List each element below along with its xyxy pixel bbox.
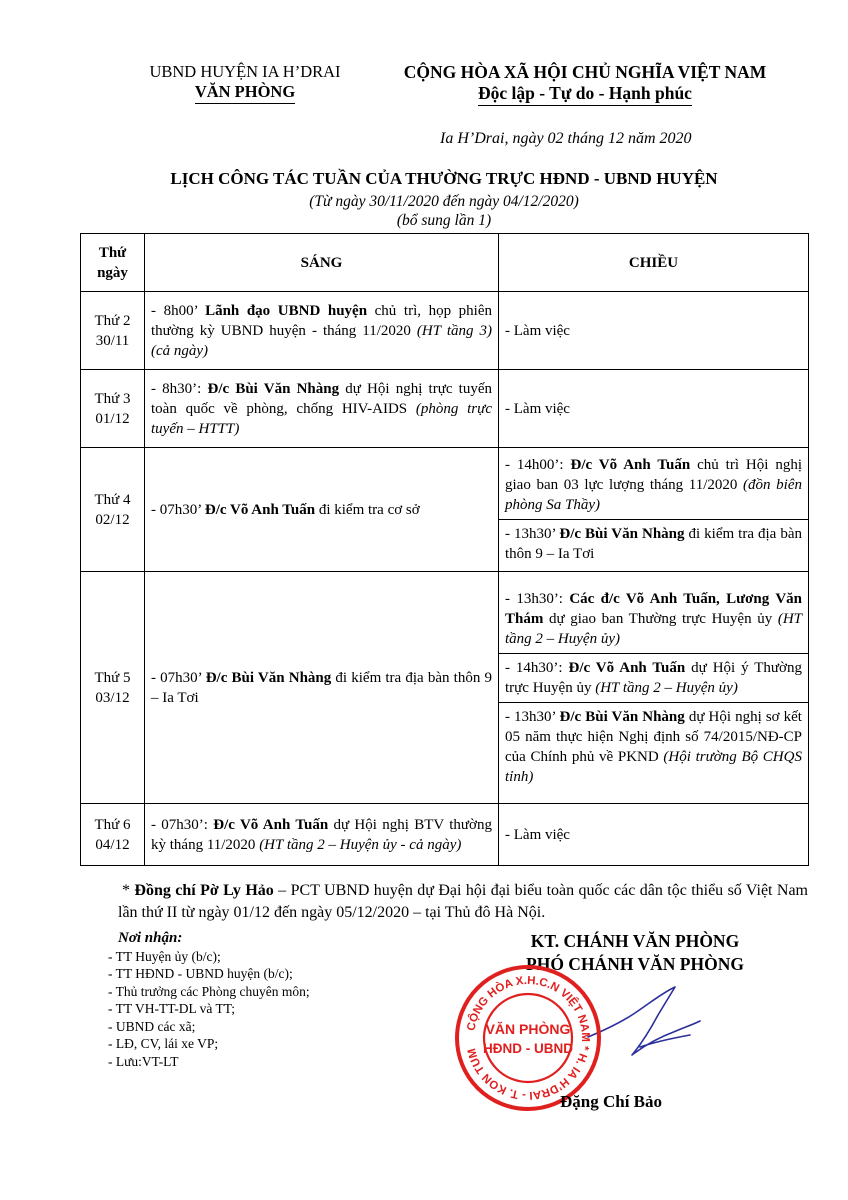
entry-location: (Hội trường Bộ CHQS tỉnh) (505, 748, 802, 785)
afternoon-cell (499, 370, 809, 448)
entry-description: dự Hội nghị trực tuyến toàn quốc về phòng, chống HIV-AIDS (151, 380, 492, 417)
entry-time: - 13h30’ (505, 526, 560, 542)
afternoon-cell (499, 572, 809, 804)
issuing-agency (120, 62, 370, 104)
afternoon-cell (499, 292, 809, 370)
day-cell (81, 804, 145, 866)
entry-location: (phòng trực tuyến – HTTT) (151, 400, 492, 437)
entry-description: dự Hội ý Thường trực Huyện ủy (505, 659, 802, 696)
morning-cell (145, 572, 499, 804)
column-header-morning: SÁNG (145, 234, 499, 292)
weekday-label: Thứ 2 (94, 312, 131, 329)
office-name: VĂN PHÒNG (195, 82, 295, 104)
day-cell (81, 292, 145, 370)
recipients-list (108, 930, 408, 1070)
recipient-item: - UBND các xã; (108, 1018, 196, 1034)
recipient-item: - Lưu:VT-LT (108, 1053, 179, 1069)
entry-description: đi kiểm tra địa bàn thôn 9 – Ia Tơi (151, 669, 492, 706)
entry-description: chủ trì, họp phiên thường kỳ UBND huyện - tháng 11/2020 (151, 302, 492, 339)
recipient-item: - TT Huyện ủy (b/c); (108, 948, 221, 964)
column-header-day (81, 234, 145, 292)
entry-time: - 8h00’ (151, 302, 206, 319)
entry-time: - Làm việc (505, 826, 570, 843)
entry-time: - Làm việc (505, 400, 570, 417)
date-range: (Từ ngày 30/11/2020 đến ngày 04/12/2020) (309, 193, 579, 210)
weekday-label: Thứ 5 (94, 669, 131, 686)
column-header-day-line1: Thứ (98, 244, 127, 261)
footnote-text: – PCT UBND huyện dự Đại hội đại biểu toàn quốc các dân tộc thiểu số Việt Nam lần thứ II từ ngày 01/12 đến ngày 05/12/2020 – tại Thủ đô Hà Nội. (118, 882, 809, 921)
table-row (81, 292, 809, 370)
afternoon-cell (499, 448, 809, 572)
schedule-entry (499, 702, 808, 791)
entry-location: (HT tầng 3) (cả ngày) (151, 322, 492, 359)
schedule-entry (151, 379, 492, 439)
weekday-label: Thứ 4 (94, 491, 131, 508)
date-label: 04/12 (95, 836, 130, 853)
signer-title-line2: PHÓ CHÁNH VĂN PHÒNG (526, 954, 744, 974)
seal-center-line2: HĐND - UBND (483, 1041, 573, 1056)
schedule-entry (151, 500, 492, 520)
seal-inner-ring (484, 994, 572, 1082)
recipient-item: - TT VH-TT-DL và TT; (108, 1001, 235, 1016)
schedule-entry (499, 585, 808, 653)
table-row (81, 572, 809, 804)
country-name: CỘNG HÒA XÃ HỘI CHỦ NGHĨA VIỆT NAM (403, 62, 767, 82)
entry-person: Đ/c Bùi Văn Nhàng (559, 526, 685, 542)
entry-person: Đ/c Võ Anh Tuấn (568, 659, 686, 676)
entry-description: đi kiểm tra cơ sở (315, 501, 420, 518)
footnote (118, 880, 808, 924)
entry-description: đi kiểm tra địa bàn thôn 9 – Ia Tơi (505, 526, 802, 562)
entry-location: (đồn biên phòng Sa Thầy) (505, 477, 802, 513)
supplement-note: (bổ sung lần 1) (396, 212, 492, 229)
day-cell (81, 370, 145, 448)
recipient-item: - LĐ, CV, lái xe VP; (108, 1036, 219, 1051)
entry-person: Đ/c Võ Anh Tuấn (213, 816, 329, 833)
entry-person: Lãnh đạo UBND huyện (205, 302, 368, 319)
entry-person: Đ/c Bùi Văn Nhàng (207, 380, 340, 397)
entry-person: Đ/c Bùi Văn Nhàng (559, 708, 685, 725)
entry-time: - 8h30’: (151, 380, 208, 397)
column-header-afternoon: CHIỀU (499, 234, 809, 292)
entry-description: chủ trì Hội nghị giao ban 03 lực lượng tháng 11/2020 (505, 457, 802, 493)
schedule-entry (505, 825, 802, 845)
recipient-item: - Thủ trưởng các Phòng chuyên môn; (108, 983, 310, 999)
footnote-person: Đồng chí Pờ Ly Hảo (134, 882, 274, 899)
entry-description: dự Hội nghị sơ kết 05 năm thực hiện Nghị định số 74/2015/NĐ-CP của Chính phủ về PKND (505, 708, 802, 765)
schedule-entry (499, 451, 808, 519)
national-motto (380, 62, 790, 106)
weekday-label: Thứ 6 (94, 816, 131, 833)
afternoon-cell (499, 804, 809, 866)
recipient-item: - TT HĐND - UBND huyện (b/c); (108, 966, 293, 981)
date-label: 02/12 (95, 511, 130, 528)
weekday-label: Thứ 3 (94, 390, 131, 407)
entry-time: - 07h30’ (151, 669, 206, 686)
dateline: Ia H’Drai, ngày 02 tháng 12 năm 2020 (440, 130, 692, 147)
entry-location: (HT tầng 2 – Huyện ủy) (595, 679, 738, 696)
entry-time: - 13h30’: (505, 590, 570, 607)
morning-cell (145, 292, 499, 370)
date-label: 30/11 (95, 332, 130, 349)
seal-graphic (457, 967, 599, 1109)
document-subtitle (80, 192, 808, 230)
document-title: LỊCH CÔNG TÁC TUẦN CỦA THƯỜNG TRỰC HĐND - UBND HUYỆN (170, 169, 718, 188)
entry-person: Đ/c Bùi Văn Nhàng (205, 669, 332, 686)
seal-outer-ring (457, 967, 599, 1109)
entry-time: - 14h30’: (505, 659, 569, 676)
morning-cell (145, 804, 499, 866)
schedule-entry (499, 519, 808, 568)
signer-name: Đặng Chí Bảo (560, 1092, 663, 1111)
schedule-entry (151, 668, 492, 708)
seal-center-line1: VĂN PHÒNG (485, 1021, 571, 1037)
entry-person: Đ/c Võ Anh Tuấn (204, 501, 316, 518)
entry-location: (HT tầng 2 – Huyện ủy - cả ngày) (259, 836, 462, 853)
entry-time: - 07h30’: (151, 816, 214, 833)
morning-cell (145, 448, 499, 572)
morning-cell (145, 370, 499, 448)
motto: Độc lập - Tự do - Hạnh phúc (478, 83, 692, 106)
schedule-entry (151, 301, 492, 361)
table-row (81, 448, 809, 572)
schedule-entry (505, 399, 802, 419)
schedule-entry (151, 815, 492, 855)
entry-person: Các đ/c Võ Anh Tuấn, Lương Văn Thám (505, 590, 802, 627)
schedule-entry (505, 321, 802, 341)
agency-name: UBND HUYỆN IA H’DRAI (149, 62, 341, 81)
entry-time: - 13h30’ (505, 708, 560, 725)
entry-person: Đ/c Võ Anh Tuấn (570, 457, 691, 473)
entry-time: - 14h00’: (505, 457, 571, 473)
seal-ring-text: CỘNG HÒA X.H.C.N VIỆT NAM * H. IA H’DRAI - T. KON TUM (465, 974, 592, 1102)
entry-description: dự Hội nghị BTV thường kỳ tháng 11/2020 (151, 816, 492, 853)
schedule-table (80, 233, 809, 866)
table-row (81, 370, 809, 448)
entry-time: - Làm việc (505, 322, 570, 339)
table-header-row (81, 234, 809, 292)
signature-stroke (588, 987, 700, 1055)
entry-description: dự giao ban Thường trực Huyện ủy (543, 610, 778, 627)
official-seal (453, 963, 603, 1113)
table-row (81, 804, 809, 866)
column-header-day-line2: ngày (97, 264, 128, 281)
schedule-entry (499, 653, 808, 702)
date-label: 01/12 (95, 410, 130, 427)
date-label: 03/12 (95, 689, 130, 706)
entry-time: - 07h30’ (151, 501, 205, 518)
signer-title-line1: KT. CHÁNH VĂN PHÒNG (530, 931, 740, 951)
day-cell (81, 448, 145, 572)
day-cell (81, 572, 145, 804)
entry-location: (HT tầng 2 – Huyện ủy) (505, 610, 802, 647)
recipients-title: Nơi nhận: (118, 930, 183, 946)
footnote-marker: * (122, 882, 135, 899)
